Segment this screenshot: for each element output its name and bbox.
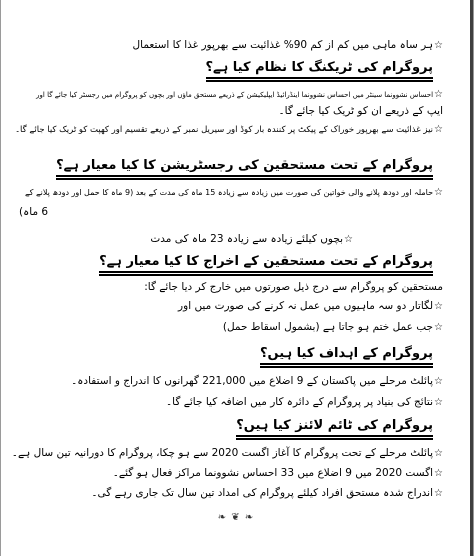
bullet-line: ☆ اندراج شدہ مستحق افراد کیلئے پروگرام کی امداد تین سال تک جاری رہے گی۔ [91,486,443,501]
bullet-line: ☆ حاملہ اور دودھ پلانے والی خواتین کی صورت میں زیادہ سے زیادہ 15 ماہ کی مدت کے بعد (9 ماہ کا حمل اور دودھ پلانے کے [25,186,443,200]
section-heading-goals: پروگرام کے اہداف کیا ہیں؟ [260,346,433,368]
bullet-line: ☆ نتائج کی بنیاد پر پروگرام کے دائرہ کار میں اضافہ کیا جائے گا۔ [166,395,443,410]
section-heading-registration: پروگرام کے تحت مستحقین کی رجسٹریشن کا کیا معیار ہے؟ [56,158,433,180]
bullet-line: ☆ ہر ساہ ماہی میں کم از کم 90% غذائیت سے بھرپور غذا کا استعمال [133,38,444,53]
text-line: مستحقین کو پروگرام سے درج ذیل صورتوں میں خارج کر دیا جائے گا: [144,281,443,293]
bullet-line: ☆ پائلٹ مرحلے میں پاکستان کے 9 اضلاع میں 221,000 گھرانوں کا اندراج و استفادہ۔ [71,374,443,389]
bullet-line: ☆ لگاتار دو سہ ماہیوں میں عمل نہ کرنے کی صورت میں اور [178,299,443,314]
page-edge [470,0,473,556]
text-line: ایپ کے ذریعے ان کو ٹریک کیا جائے گا۔ [278,105,443,117]
section-heading-tracking: پروگرام کی ٹریکنگ کا نظام کیا ہے؟ [206,60,434,82]
decorative-divider: ❧ ❦ ❧ [217,512,255,523]
bullet-line: ☆ پائلٹ مرحلے کے تحت پروگرام کا آغاز اگست 2020 سے ہو چکا، پروگرام کا دورانیہ تین سال ہے۔ [12,446,443,461]
bullet-line: ☆ نیز غذائیت سے بھرپور خوراک کے پیکٹ پر کنندہ بار کوڈ اور سیریل نمبر کے ذریعے تقسیم اور کھپت کو ٹریک کیا جائے گا۔ [15,123,443,137]
bullet-line: ☆ جب عمل ختم ہو جاتا ہے (بشمول اسقاط حمل) [223,320,443,335]
section-heading-timelines: پروگرام کی ٹائم لائنز کیا ہیں؟ [236,418,433,440]
section-heading-exit: پروگرام کے تحت مستحقین کے اخراج کا کیا معیار ہے؟ [99,254,433,276]
text-line: 6 ماہ) [19,206,49,218]
bullet-line: ☆ اگست 2020 میں 9 اضلاع میں 33 احساس نشوونما مراکز فعال ہو گئے۔ [113,466,443,481]
bullet-line: ☆ بچوں کیلئے زیادہ سے زیادہ 23 ماہ کی مدت [150,232,353,247]
bullet-line: ☆ احساس نشوونما سینٹر میں احساس نشوونما اینڈرائیڈ ایپلیکیشن کے ذریعے مستحق ماؤں اور بچوں کو پروگرام میں رجسٹر کیا جائے گا اور [36,88,443,102]
